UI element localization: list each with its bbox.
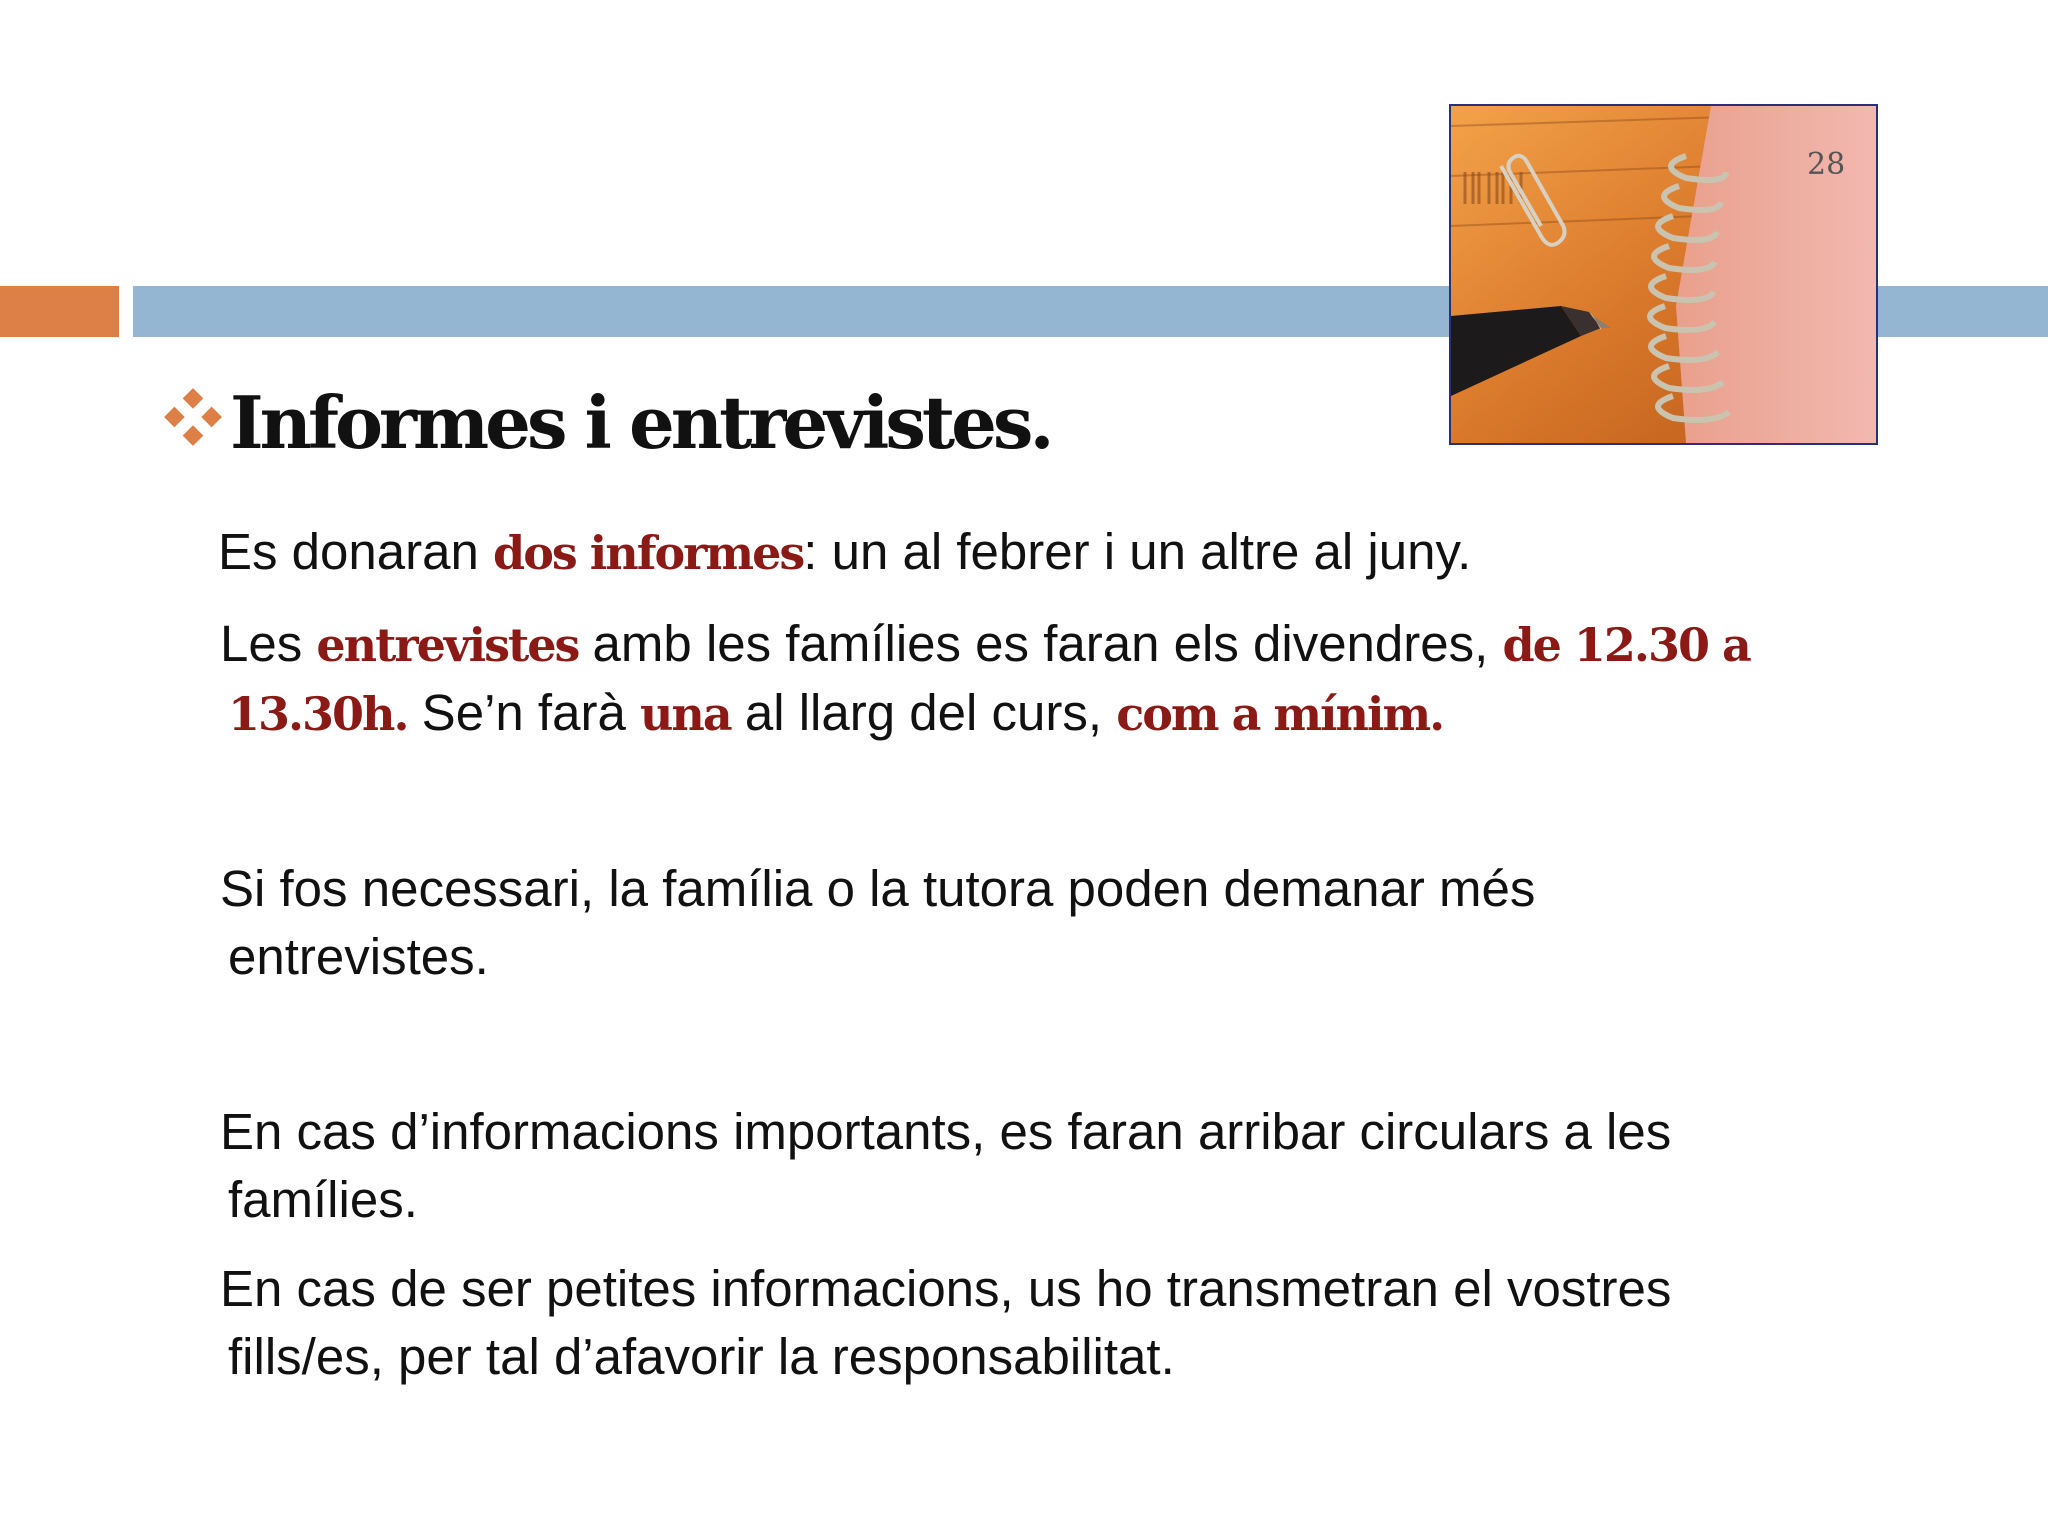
text: Les [220,615,317,672]
text: Se’n farà [407,684,640,741]
notebook-page [1676,106,1876,443]
text: famílies. [228,1171,418,1228]
agenda-photo [1449,104,1878,445]
paragraph-line [220,679,1940,748]
paragraph-circulars [220,1098,1940,1234]
text: : un al febrer i un altre al juny. [803,523,1472,580]
highlight-entrevistes: entrevistes [316,618,579,672]
text: fills/es, per tal d’afavorir la responsabilitat. [228,1328,1175,1385]
paragraph-entrevistes [220,610,1940,748]
four-diamond-bullet-icon [162,386,224,448]
text: entrevistes. [228,928,489,985]
highlight-horari: de 12.30 a [1502,618,1750,672]
notebook-illustration [1451,106,1876,443]
text: Es donaran [218,523,494,580]
page-number: 28 [1807,147,1846,182]
text: al llarg del curs, [730,684,1117,741]
paragraph-petites-informacions [220,1255,1940,1391]
title-text: Informes i entrevistes. [230,380,1051,465]
highlight-una: una [639,687,731,741]
highlight-dos-informes: dos informes [493,526,804,580]
slide-title [162,378,1051,468]
paragraph-mes-entrevistes [220,855,1940,991]
accent-bar-orange [0,286,119,337]
text: En cas de ser petites informacions, us ho transmetran el vostres [220,1260,1672,1317]
text: amb les famílies es faran els divendres, [578,615,1503,672]
paragraph-informes [218,518,1938,587]
text: En cas d’informacions importants, es faran arribar circulars a les [220,1103,1672,1160]
highlight-hora-final: 13.30h. [228,687,408,741]
highlight-com-a-minim: com a mínim. [1116,687,1444,741]
text: Si fos necessari, la família o la tutora poden demanar més [220,860,1536,917]
